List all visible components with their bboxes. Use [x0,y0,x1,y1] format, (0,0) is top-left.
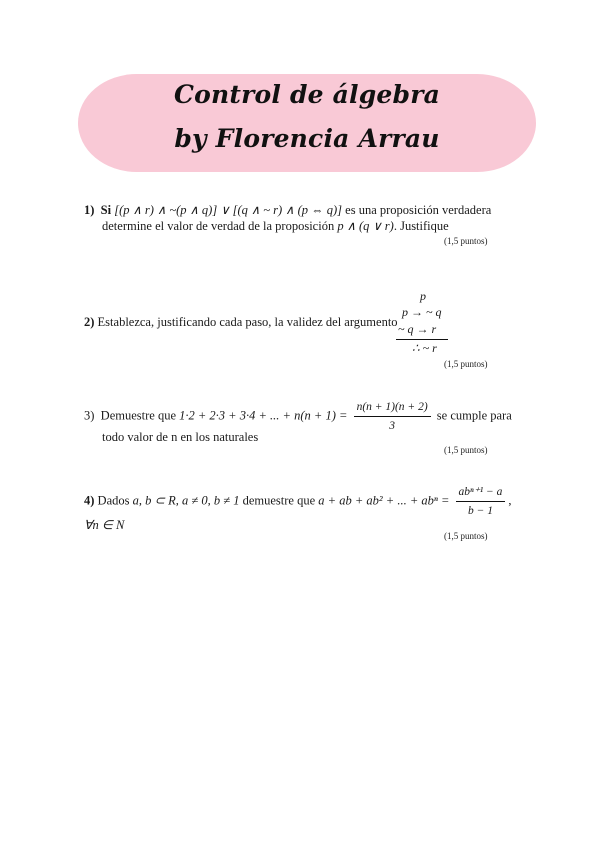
fraction-denominator: b − 1 [467,505,493,517]
question-3-line-2: todo valor de n en los naturales [102,430,259,444]
page-title: Control de álgebra [174,80,440,109]
premise-1: p [420,289,426,303]
question-number: 4) [84,493,95,508]
question-text: se cumple para [436,408,512,423]
question-number: 2) [84,315,95,329]
question-4 [84,484,544,519]
math-expression: 1·2 + 2·3 + 3·4 + ... + n(n + 1) = [179,408,348,423]
points-label: (1,5 puntos) [444,531,488,541]
fraction-numerator: n(n + 1)(n + 2) [354,399,431,417]
question-2 [84,314,404,330]
premise-3: ~ q → r [398,322,437,336]
question-text: Si [100,203,112,217]
premise-2: p → ~ q [402,305,442,319]
question-text: Dados [97,493,130,508]
page-author: by Florencia Arrau [174,124,440,153]
math-expression: a + ab + ab² + ... + abⁿ = [318,493,450,508]
question-text: Establezca, justificando cada paso, la validez del argumento [97,315,398,329]
question-number: 3) [84,408,95,423]
math-expression: p ∧ (q ∨ r) [337,219,394,233]
fraction [456,484,506,519]
question-text: . Justifique [393,219,449,233]
question-1 [84,202,524,218]
question-text: demuestre que [242,493,316,508]
question-text: determine el valor de verdad de la proposición [102,219,335,233]
points-label: (1,5 puntos) [444,359,488,369]
points-label: (1,5 puntos) [444,445,488,455]
points-label: (1,5 puntos) [444,236,488,246]
question-text: Demuestre que [100,408,176,423]
fraction-numerator: abⁿ⁺¹ − a [456,484,506,502]
question-text: es una proposición verdadera [345,203,492,217]
conclusion: ∴ ~ r [412,341,437,355]
question-1-line-2 [102,218,522,234]
math-expression: a, b ⊂ R, a ≠ 0, b ≠ 1 [132,493,240,508]
question-number: 1) [84,203,95,217]
math-expression: [(p ∧ r) ∧ ~(p ∧ q)] ∨ [(q ∧ ~ r) ∧ (p ⇔ q)] [114,203,343,217]
question-4-line-2: ∀n ∈ N [84,518,125,532]
punctuation: , [508,493,512,508]
fraction-denominator: 3 [389,420,395,432]
argument-rule [396,339,448,340]
